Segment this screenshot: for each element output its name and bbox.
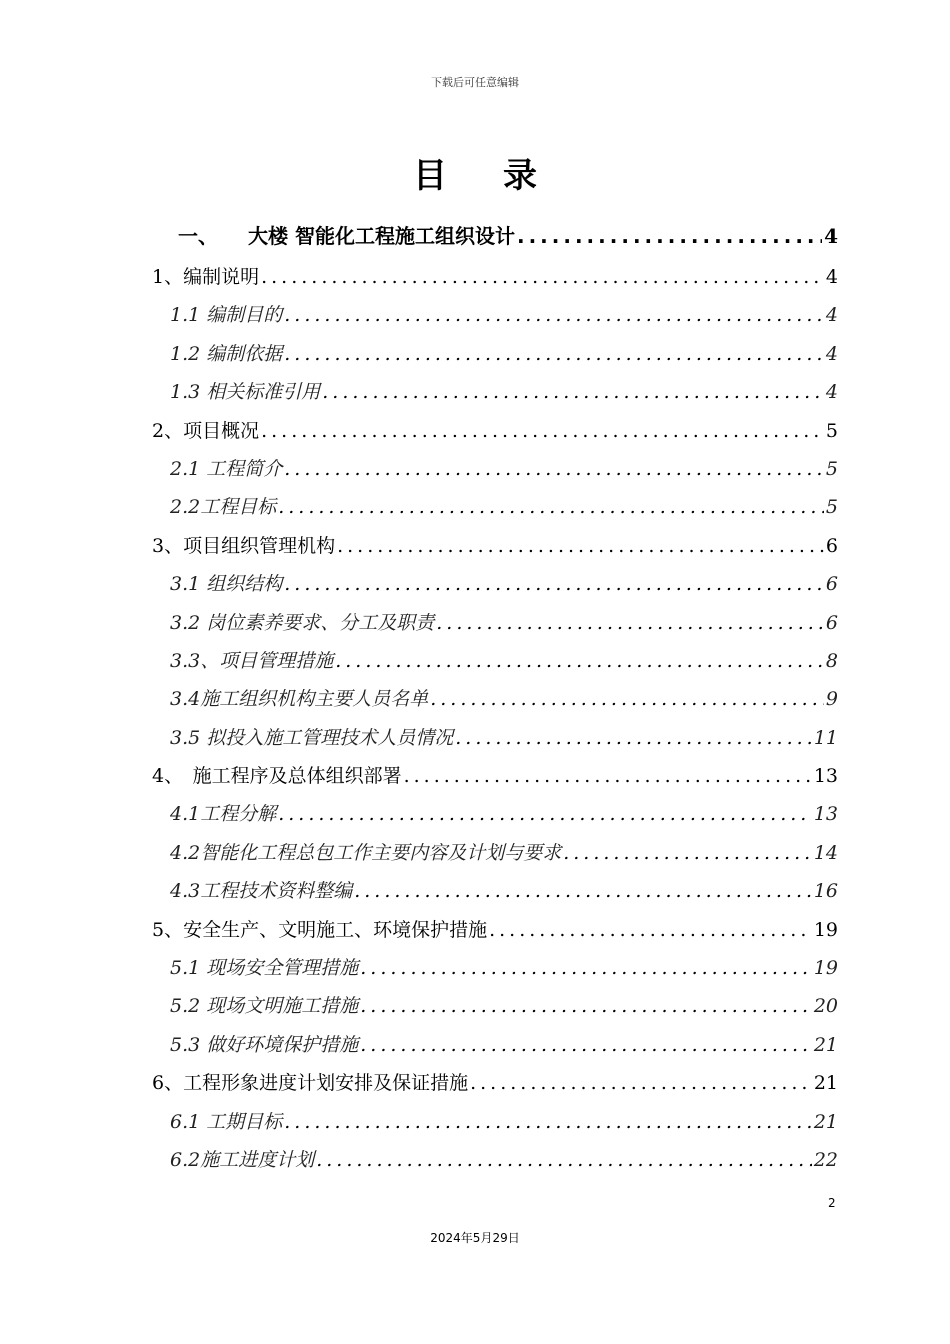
toc-entry-page: 19 <box>813 918 838 941</box>
table-of-contents <box>152 214 838 1179</box>
toc-entry-label: 4.2智能化工程总包工作主要内容及计划与要求 <box>170 841 562 864</box>
toc-leader-dots <box>261 412 824 450</box>
toc-entry[interactable] <box>152 1064 838 1102</box>
toc-entry-page: 4 <box>825 381 838 404</box>
toc-leader-dots <box>322 373 824 411</box>
toc-entry[interactable] <box>152 488 838 526</box>
toc-entry[interactable] <box>152 1141 838 1179</box>
toc-leader-dots <box>489 911 812 949</box>
toc-entry-page: 22 <box>813 1148 838 1171</box>
toc-entry-page: 21 <box>813 1072 838 1095</box>
toc-entry[interactable] <box>152 296 838 334</box>
toc-entry-page: 8 <box>825 649 838 672</box>
toc-entry-label: 2、项目概况 <box>152 419 260 442</box>
toc-entry-page: 16 <box>813 880 838 903</box>
toc-leader-dots <box>335 642 824 680</box>
toc-entry[interactable] <box>152 1103 838 1141</box>
toc-entry-page: 6 <box>825 534 838 557</box>
toc-leader-dots <box>337 527 824 565</box>
toc-entry[interactable] <box>152 680 838 718</box>
toc-entry-label: 4.1工程分解 <box>170 803 277 826</box>
toc-entry-label: 3.5 拟投入施工管理技术人员情况 <box>170 726 454 749</box>
toc-entry-page: 13 <box>813 765 838 788</box>
toc-entry-page: 6 <box>825 611 838 634</box>
toc-leader-dots <box>563 834 812 872</box>
toc-entry-label: 1.2 编制依据 <box>170 342 283 365</box>
toc-entry-label: 3.4施工组织机构主要人员名单 <box>170 688 429 711</box>
toc-entry-page: 5 <box>825 496 838 519</box>
toc-entry-label: 2.1 工程简介 <box>170 457 283 480</box>
toc-leader-dots <box>517 214 822 258</box>
toc-entry-label: 5、安全生产、文明施工、环境保护措施 <box>152 918 488 941</box>
toc-leader-dots <box>284 335 824 373</box>
toc-entry[interactable] <box>152 911 838 949</box>
toc-leader-dots <box>404 757 812 795</box>
toc-entry-page: 4 <box>824 224 838 248</box>
toc-leader-dots <box>360 949 812 987</box>
toc-leader-dots <box>470 1064 812 1102</box>
toc-entry-label: 3、项目组织管理机构 <box>152 534 336 557</box>
toc-entry-page: 6 <box>825 573 838 596</box>
toc-entry-label: 一、 大楼 智能化工程施工组织设计 <box>178 224 515 248</box>
page-header: 下载后可任意编辑 <box>431 76 519 89</box>
toc-entry-page: 20 <box>813 995 838 1018</box>
toc-entry-page: 21 <box>813 1033 838 1056</box>
toc-leader-dots <box>436 604 824 642</box>
toc-entry[interactable] <box>152 795 838 833</box>
toc-entry[interactable] <box>152 949 838 987</box>
toc-entry-label: 2.2工程目标 <box>170 496 277 519</box>
toc-leader-dots <box>354 872 812 910</box>
toc-entry-page: 21 <box>813 1110 838 1133</box>
toc-entry-label: 3.2 岗位素养要求、分工及职责 <box>170 611 435 634</box>
toc-entry[interactable] <box>152 214 838 258</box>
toc-leader-dots <box>284 450 824 488</box>
toc-leader-dots <box>284 1103 812 1141</box>
toc-entry-label: 5.2 现场文明施工措施 <box>170 995 359 1018</box>
toc-entry-label: 6.1 工期目标 <box>170 1110 283 1133</box>
toc-entry-label: 5.3 做好环境保护措施 <box>170 1033 359 1056</box>
toc-entry[interactable] <box>152 604 838 642</box>
toc-entry-page: 9 <box>825 688 838 711</box>
toc-entry[interactable] <box>152 1026 838 1064</box>
toc-entry[interactable] <box>152 872 838 910</box>
toc-entry-page: 4 <box>825 342 838 365</box>
toc-entry-page: 11 <box>813 726 838 749</box>
toc-leader-dots <box>284 565 824 603</box>
toc-leader-dots <box>430 680 824 718</box>
toc-leader-dots <box>360 987 812 1025</box>
toc-entry[interactable] <box>152 834 838 872</box>
toc-entry-label: 3.1 组织结构 <box>170 573 283 596</box>
toc-entry-page: 14 <box>813 841 838 864</box>
toc-entry-label: 3.3、项目管理措施 <box>170 649 334 672</box>
page-footer-date: 2024年5月29日 <box>430 1231 520 1245</box>
toc-entry-page: 4 <box>825 304 838 327</box>
toc-entry-page: 5 <box>825 419 838 442</box>
toc-entry[interactable] <box>152 565 838 603</box>
toc-entry-page: 13 <box>813 803 838 826</box>
toc-leader-dots <box>316 1141 812 1179</box>
toc-entry[interactable] <box>152 527 838 565</box>
toc-leader-dots <box>284 296 824 334</box>
toc-entry-label: 5.1 现场安全管理措施 <box>170 957 359 980</box>
toc-entry-label: 1.1 编制目的 <box>170 304 283 327</box>
toc-entry-label: 6、工程形象进度计划安排及保证措施 <box>152 1072 469 1095</box>
toc-entry-page: 19 <box>813 957 838 980</box>
toc-entry[interactable] <box>152 450 838 488</box>
toc-entry-label: 4.3工程技术资料整编 <box>170 880 353 903</box>
toc-entry-label: 1.3 相关标准引用 <box>170 381 321 404</box>
toc-entry-label: 6.2施工进度计划 <box>170 1148 315 1171</box>
toc-entry[interactable] <box>152 373 838 411</box>
toc-entry[interactable] <box>152 719 838 757</box>
toc-entry[interactable] <box>152 412 838 450</box>
toc-entry-page: 5 <box>825 457 838 480</box>
toc-entry[interactable] <box>152 642 838 680</box>
toc-entry[interactable] <box>152 335 838 373</box>
toc-entry[interactable] <box>152 757 838 795</box>
toc-leader-dots <box>278 488 824 526</box>
toc-entry-label: 4、 施工程序及总体组织部署 <box>152 765 402 788</box>
toc-entry-label: 1、编制说明 <box>152 266 260 288</box>
toc-entry[interactable] <box>152 987 838 1025</box>
toc-entry-page: 4 <box>825 266 838 288</box>
toc-title: 目录 <box>413 156 593 196</box>
toc-leader-dots <box>261 258 824 296</box>
toc-leader-dots <box>278 795 812 833</box>
toc-leader-dots <box>360 1026 812 1064</box>
toc-leader-dots <box>455 719 812 757</box>
toc-entry[interactable] <box>152 258 838 296</box>
page-number: 2 <box>828 1196 836 1210</box>
